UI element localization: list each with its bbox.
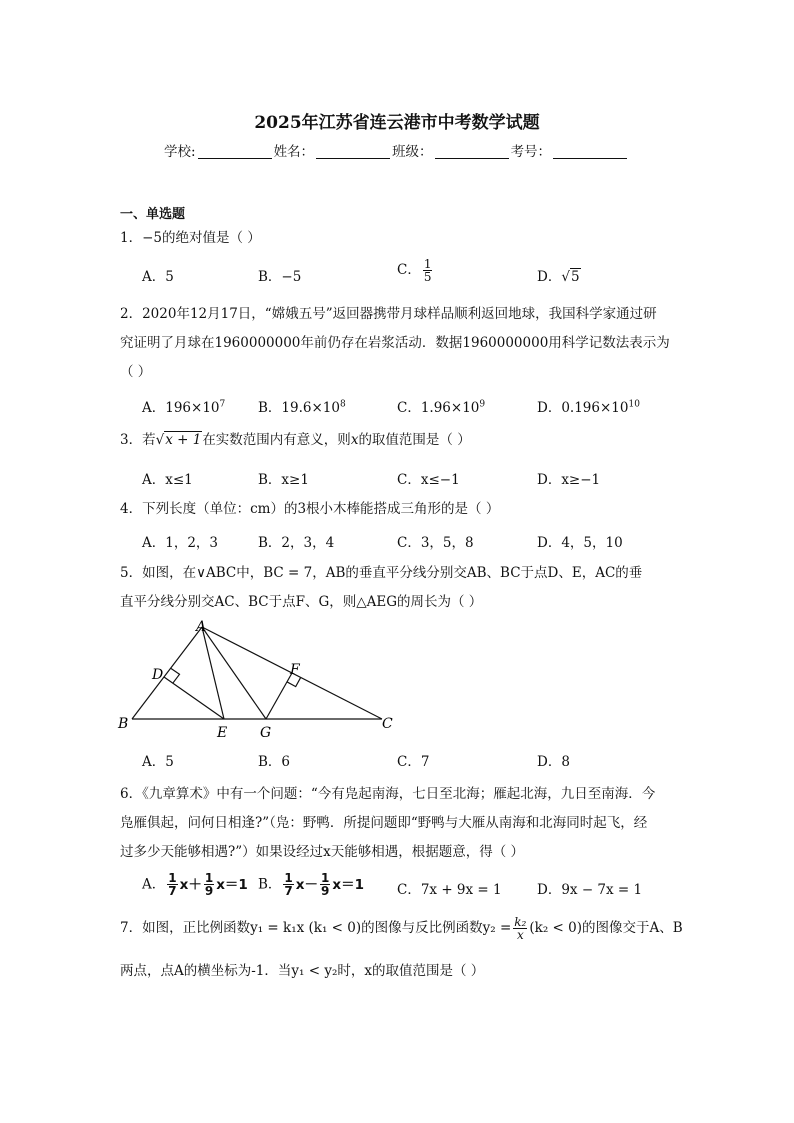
student-info-line	[164, 140, 629, 160]
name-field[interactable]	[316, 144, 390, 159]
label-d: D	[152, 667, 164, 683]
triangle-figure	[112, 615, 402, 740]
label-c: C	[382, 716, 393, 732]
sqrt-sign: √	[155, 432, 165, 448]
segment-ab	[132, 627, 202, 719]
fraction: $\frac{1}{9}$	[204, 871, 214, 898]
sqrt-sign: √	[561, 269, 570, 285]
question-7-line-1: 7．如图，正比例函数y₁ = k₁x (k₁ < 0)的图像与反比例函数y₂ = $\frac{\text{k₂}}{x}$ (k₂ < 0)的图像交于A、B	[120, 915, 683, 942]
q4-option-b: B．2，3，4	[258, 535, 335, 551]
q3-option-c: C．x≤−1	[397, 472, 460, 488]
q4-option-d: D．4，5，10	[537, 535, 623, 551]
section-title: 一、单选题	[120, 207, 186, 222]
question-3: 3．若√x + 1在实数范围内有意义，则x的取值范围是（ ）	[120, 432, 471, 448]
q1-option-d: D．√5	[537, 269, 580, 285]
label-b: B	[118, 716, 129, 732]
question-2-line-2: 究证明了月球在1960000000年前仍存在岩浆活动．数据1960000000用科学记数法表示为	[120, 335, 670, 351]
q2-option-c: C．$1.96\times 10^9$	[397, 399, 486, 416]
q5-option-c: C．7	[397, 754, 430, 770]
class-field[interactable]	[435, 144, 509, 159]
fraction: $\frac{\text{k₂}}{x}$	[514, 915, 527, 942]
name-label: 姓名：	[273, 144, 315, 160]
q1-option-c	[397, 258, 434, 283]
fraction: $\frac{1}{7}$	[168, 871, 177, 898]
q6-option-a: A． $\frac{1}{7}$ x＋ $\frac{1}{9}$ x＝1	[142, 871, 248, 898]
q4-option-a: A．1，2，3	[142, 535, 219, 551]
q3-option-d: D．x≥−1	[537, 472, 601, 488]
fraction: $\frac{1}{9}$	[321, 871, 330, 898]
label-a: A	[196, 619, 207, 635]
q2-option-a: A．$196\times 10^7$	[142, 399, 226, 416]
school-label: 学校:	[164, 144, 196, 160]
q3-option-a: A．x≤1	[142, 472, 193, 488]
question-6-line-1: 6．《九章算术》中有一个问题：“今有凫起南海，七日至北海；雁起北海，九日至南海．今	[120, 786, 656, 802]
question-1: 1．−5的绝对值是（ ）	[120, 230, 261, 246]
question-5-line-1: 5．如图，在∨ABC中，BC = 7，AB的垂直平分线分别交AB、BC于点D、E，AC的垂	[120, 565, 643, 581]
label-g: G	[260, 725, 272, 740]
label-f: F	[290, 662, 300, 678]
perp-bisector-fg	[266, 673, 292, 719]
exam-title: 2025年江苏省连云港市中考数学试题	[254, 113, 540, 133]
label-e: E	[217, 725, 228, 740]
q6-option-d: D．9x − 7x = 1	[537, 882, 643, 898]
q3-option-b: B．x≥1	[258, 472, 309, 488]
question-6-line-2: 凫雁俱起，问何日相逢?”（凫：野鸭．所提问题即“野鸭与大雁从南海和北海同时起飞，经	[120, 815, 648, 831]
q2-option-b: B．$19.6\times 10^8$	[258, 399, 346, 416]
q6-option-c: C．7x + 9x = 1	[397, 882, 502, 898]
class-label: 班级：	[392, 144, 433, 160]
q1-option-b: B．−5	[258, 269, 302, 285]
fraction: $\frac{1}{5}$	[423, 257, 432, 284]
q5-option-a: A．5	[142, 754, 174, 770]
q1-option-c-label: C．	[397, 262, 421, 278]
exam-no-label: 考号：	[510, 144, 552, 160]
q5-option-b: B．6	[258, 754, 291, 770]
q2-option-d: D．$0.196\times 10^{10}$	[537, 399, 640, 416]
question-4: 4．下列长度（单位：cm）的3根小木棒能搭成三角形的是（ ）	[120, 501, 500, 517]
exam-no-field[interactable]	[553, 144, 627, 159]
q1-option-a: A．5	[142, 269, 174, 285]
right-angle-d	[171, 668, 180, 683]
question-2-line-3: （ ）	[120, 364, 152, 380]
q6-option-b: B． $\frac{1}{7}$ x－ $\frac{1}{9}$ x＝1	[258, 871, 364, 898]
q5-option-d: D．8	[537, 754, 570, 770]
fraction: $\frac{1}{7}$	[284, 871, 293, 898]
question-6-line-3: 过多少天能够相遇?”）如果设经过x天能够相遇，根据题意，得（ ）	[120, 844, 525, 860]
segment-ag	[202, 627, 266, 719]
q4-option-c: C．3，5，8	[397, 535, 474, 551]
question-2-line-1: 2．2020年12月17日，“嫦娥五号”返回器携带月球样品顺利返回地球，我国科学家通过研	[120, 306, 657, 322]
question-7-line-2: 两点，点A的横坐标为-1．当y₁ < y₂时，x的取值范围是（ ）	[120, 963, 485, 979]
school-field[interactable]	[198, 144, 272, 159]
question-5-line-2: 直平分线分别交AC、BC于点F、G，则△AEG的周长为（ ）	[120, 594, 483, 610]
